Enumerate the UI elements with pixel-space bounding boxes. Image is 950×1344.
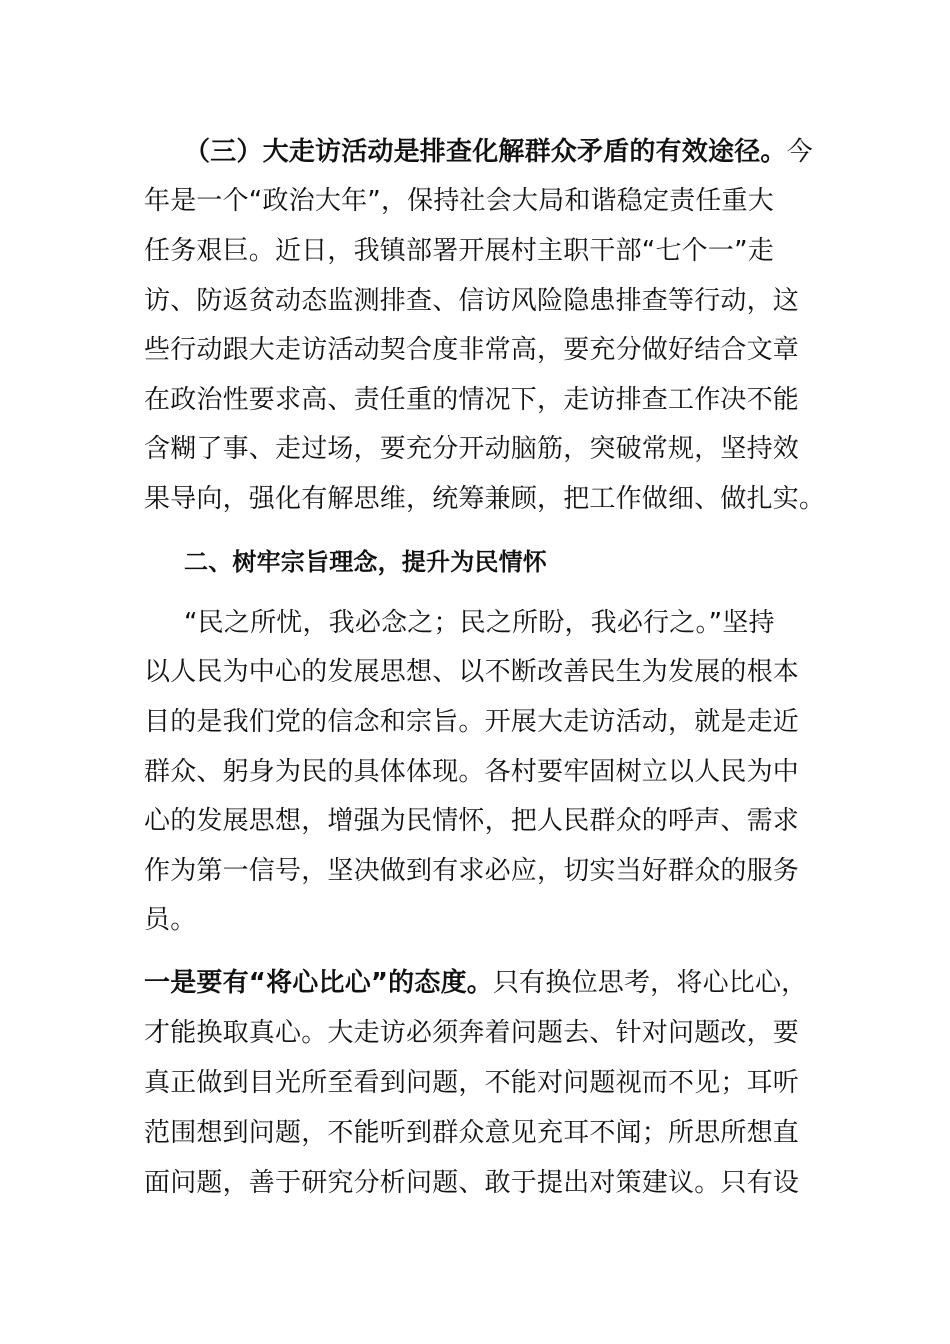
section-three-line-5: 在政治性要求高、责任重的情况下，走访排查工作决不能 <box>144 385 800 415</box>
section-three-line-7: 果导向，强化有解思维，统筹兼顾，把工作做细、做扎实。 <box>144 484 826 514</box>
point-one-line-0: 只有换位思考，将心比心， <box>492 968 808 998</box>
paragraph-two-line-3: 群众、躬身为民的具体体现。各村要牢固树立以人民为中 <box>144 757 800 787</box>
point-one-first-line <box>144 958 814 1008</box>
point-one-line-3: 范围想到问题，不能听到群众意见充耳不闻；所思所想直 <box>144 1118 800 1148</box>
section-three-line-1: 年是一个“政治大年”，保持社会大局和谐稳定责任重大 <box>144 186 774 216</box>
point-one-lead: 一是要有“将心比心”的态度。 <box>144 968 493 998</box>
section-three-line-3: 访、防返贫动态监测排查、信访风险隐患排查等行动，这 <box>144 286 800 316</box>
section-three-line-0: 今 <box>786 137 813 167</box>
point-one-line-1: 才能换取真心。大走访必须奔着问题去、针对问题改，要 <box>144 1018 800 1048</box>
section-three-first-line <box>184 127 854 177</box>
section-three-lead: （三）大走访活动是排查化解群众矛盾的有效途径。 <box>184 137 787 167</box>
section-three-line-2: 任务艰巨。近日，我镇部署开展村主职干部“七个一”走 <box>144 236 774 266</box>
paragraph-two-line-5: 作为第一信号，坚决做到有求必应，切实当好群众的服务 <box>144 856 800 886</box>
section-heading: 二、树牢宗旨理念，提升为民情怀 <box>184 548 547 576</box>
point-one-line-2: 真正做到目光所至看到问题，不能对问题视而不见；耳听 <box>144 1068 800 1098</box>
paragraph-two-line-6: 员。 <box>144 905 197 935</box>
paragraph-two-line-0: “民之所忧，我必念之；民之所盼，我必行之。”坚持 <box>184 608 775 638</box>
paragraph-two-line-1: 以人民为中心的发展思想、以不断改善民生为发展的根本 <box>144 657 800 687</box>
paragraph-two-line-4: 心的发展思想，增强为民情怀，把人民群众的呼声、需求 <box>144 806 800 836</box>
point-one-line-4: 面问题，善于研究分析问题、敢于提出对策建议。只有设 <box>144 1168 800 1198</box>
paragraph-two-line-2: 目的是我们党的信念和宗旨。开展大走访活动，就是走近 <box>144 707 800 737</box>
section-three-line-6: 含糊了事、走过场，要充分开动脑筋，突破常规，坚持效 <box>144 434 800 464</box>
section-three-line-4: 些行动跟大走访活动契合度非常高，要充分做好结合文章 <box>144 335 800 365</box>
